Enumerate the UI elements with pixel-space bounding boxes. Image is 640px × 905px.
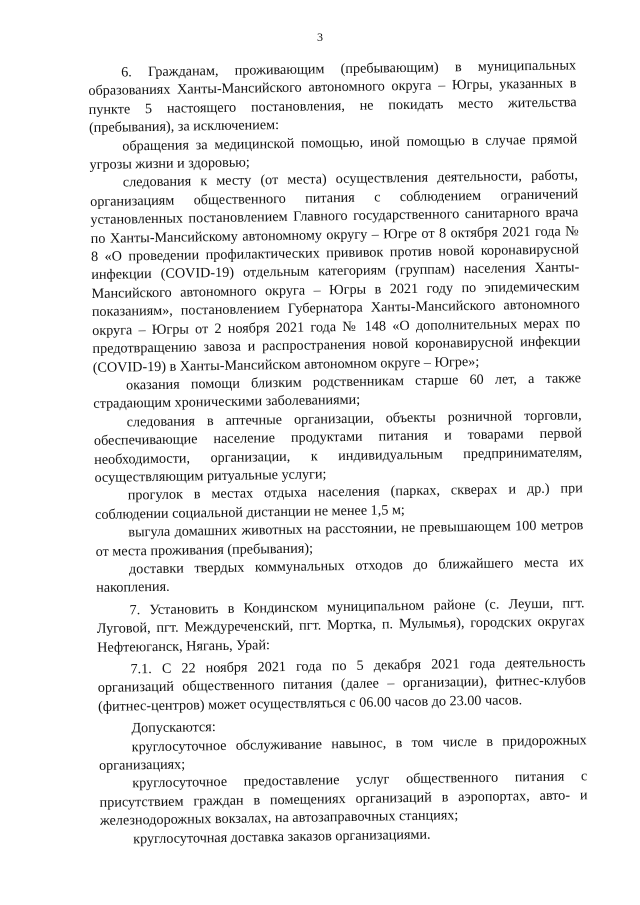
page-number: 3: [317, 30, 323, 44]
paragraph-pharmacies: следования в аптечные организации, объекты розничной торговли, обеспечивающие население продуктами питания и товарами первой необходимости, организации, к индивидуальным предпринимателям, осуществляющим ритуальные услуги;: [93, 407, 583, 486]
document-body: [88, 56, 588, 849]
paragraph-pets: выгула домашних животных на расстоянии, не превышающем 100 метров от места проживания (пребывания);: [95, 517, 584, 560]
paragraph-medical-help: обращения за медицинской помощью, иной помощью в случае прямой угрозы жизни и здоровью;: [89, 130, 578, 174]
paragraph-work-travel: следования к месту (от места) осуществления деятельности, работы, организациям общественного питания с соблюдением ограничений установленных постановлением Главного государственного санитарного врача по Ханты-Мансийскому автономному округу – Югре от 8 октября 2021 года № 8 «О проведении профилактических прививок против новой коронавирусной инфекции (COVID-19) отдельным категориям (группам) населения Ханты-Мансийского автономного округа – Югры в 2021 году по эпидемическим показаниям», постановлением Губернатора Ханты-Мансийского автономного округа – Югры от 2 ноября 2021 года № 148 «О дополнительных мерах по предотвращению завоза и распространения новой коронавирусной инфекции (COVID-19) в Ханты-Мансийском автономном округе – Югре»;: [90, 167, 581, 376]
paragraph-walks: прогулок в местах отдыха населения (парках, скверах и др.) при соблюдении социальной дистанции не менее 1,5 м;: [94, 480, 583, 523]
paragraph-relatives-help: оказания помощи близким родственникам старше 60 лет, а также страдающим хроническими заболеваниями;: [93, 370, 582, 413]
paragraph-6: 6. Гражданам, проживающим (пребывающим) в муниципальных образованиях Ханты-Мансийского автономного округа – Югры, указанных в пункте 5 настоящего постановления, не покидать место жительства (пребывания), за исключением:: [88, 57, 577, 137]
paragraph-waste: доставки твердых коммунальных отходов до ближайшего места их накопления.: [96, 554, 585, 597]
paragraph-allowed: Допускаются:: [131, 719, 216, 737]
paragraph-7: 7. Установить в Кондинском муниципальном районе (с. Леуши, пгт. Луговой, пгт. Междуреченский, пгт. Мортка, п. Мулымья), городских округах Нефтеюганск, Нягань, Урай:: [96, 595, 585, 656]
paragraph-delivery: круглосуточная доставка заказов организациями.: [133, 826, 431, 848]
paragraph-7-1: 7.1. С 22 ноября 2021 года по 5 декабря 2021 года деятельность организаций общественного питания (далее – организации), фитнес-клубов (фитнес-центров) может осуществляться с 06.00 часов до 23.00 часов.: [97, 654, 586, 715]
paragraph-takeaway: круглосуточное обслуживание навынос, в том числе в придорожных организациях;: [98, 731, 587, 774]
paragraph-airports: круглосуточное предоставление услуг общественного питания с присутствием граждан в помещениях организаций в аэропортах, авто- и железнодорожных вокзалах, на автозаправочных станциях;: [99, 768, 588, 830]
